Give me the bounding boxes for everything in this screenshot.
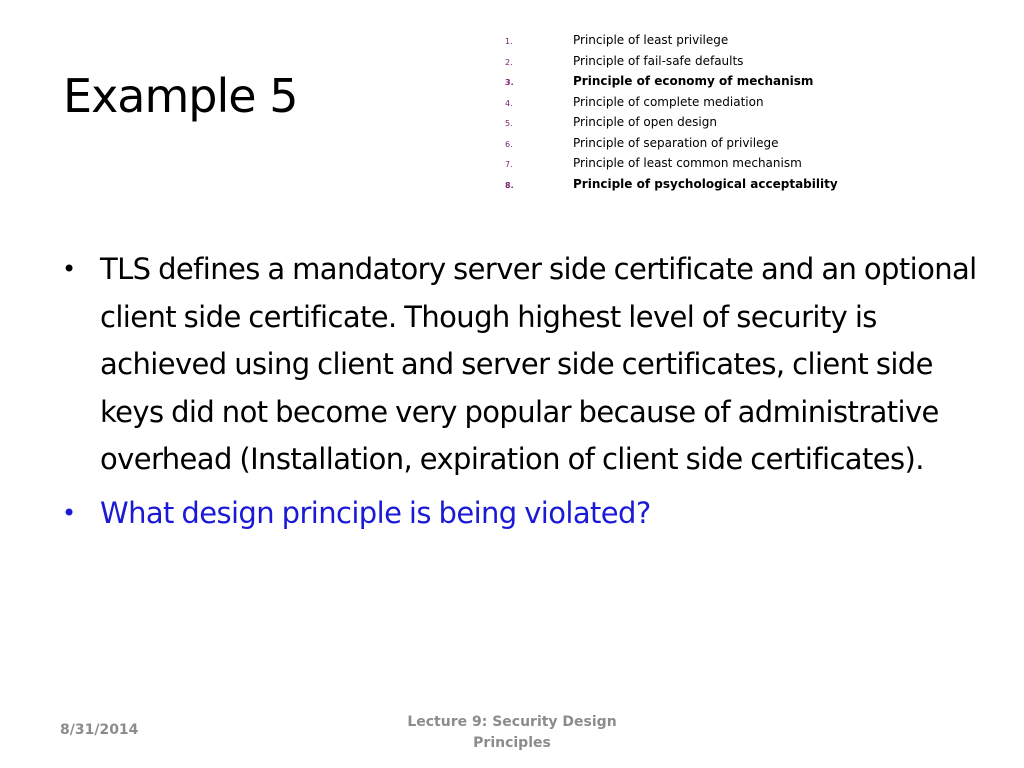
principle-number: 3. <box>505 78 514 87</box>
bullet-item-question <box>60 490 980 538</box>
bullet-icon: • <box>62 498 76 527</box>
principle-label: Principle of fail-safe defaults <box>573 53 744 68</box>
principle-label: Principle of least privilege <box>573 33 729 47</box>
principle-label: Principle of separation of privilege <box>573 135 779 150</box>
footer-lecture-title <box>362 712 662 754</box>
principle-item <box>500 71 838 92</box>
principle-label: Principle of least common mechanism <box>573 156 802 170</box>
principle-item <box>500 51 838 72</box>
principle-label: Principle of complete mediation <box>573 94 764 109</box>
principle-item <box>500 174 838 195</box>
principle-item <box>500 153 838 174</box>
footer-date: 8/31/2014 <box>60 722 139 738</box>
principle-label: Principle of open design <box>573 115 717 129</box>
principle-label: Principle of economy of mechanism <box>573 74 814 88</box>
bullet-icon: • <box>62 255 76 283</box>
bullet-text: TLS defines a mandatory server side certificate and an optional client side certificate. Though highest level of security is achieved using client and server side certificates, client side keys did not become very popular because of administrative overhead (Installation, expiration of client side certificates). <box>100 252 977 476</box>
footer-lecture-line: Lecture 9: Security Design <box>407 714 617 730</box>
principle-item <box>500 112 838 133</box>
bullet-text: What design principle is being violated? <box>100 495 651 530</box>
footer-lecture-line: Principles <box>473 735 551 751</box>
principle-item <box>500 133 838 154</box>
principle-number: 7. <box>505 160 513 169</box>
principle-number: 1. <box>505 37 513 46</box>
principle-number: 2. <box>505 57 513 67</box>
principle-item <box>500 30 838 51</box>
bullet-list <box>60 246 980 537</box>
principle-number: 5. <box>505 119 513 128</box>
principle-label: Principle of psychological acceptability <box>573 176 838 191</box>
principle-item <box>500 92 838 113</box>
principle-number: 4. <box>505 98 513 108</box>
principle-number: 6. <box>505 139 513 149</box>
principles-list <box>500 30 838 194</box>
bullet-item-tls <box>60 246 980 484</box>
principle-number: 8. <box>505 180 514 190</box>
slide-title: Example 5 <box>63 69 298 123</box>
